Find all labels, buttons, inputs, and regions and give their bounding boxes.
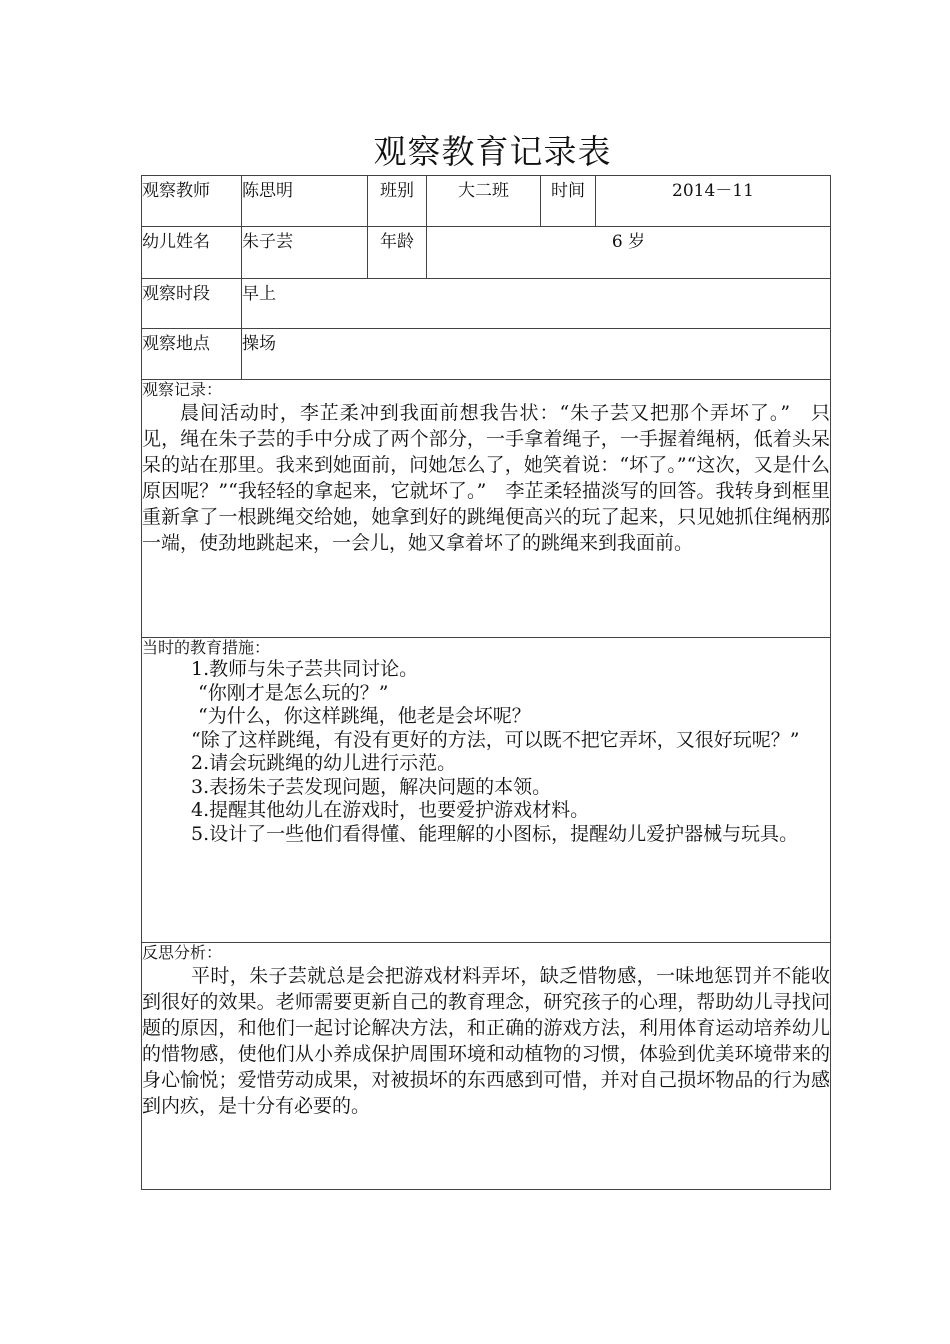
measure-question-2: “为什么，你这样跳绳，他老是会坏呢？: [198, 705, 531, 727]
record-text: 晨间活动时，李芷柔冲到我面前想我告状：“朱子芸又把那个弄坏了。” 只见，绳在朱子芸的手中分成了两个部分，一手拿着绳子，一手握着绳柄，低着头呆呆的站在那里。我来到她面前，问她怎么了，她笑着说：“坏了。”“这次，又是什么原因呢？”“我轻轻的拿起来，它就坏了。” 李芷柔轻描淡写的回答。我转身到框里重新拿了一根跳绳交给她，她拿到好的跳绳便高兴的玩了起来，只见她抓住绳柄那一端，使劲地跳起来，一会儿，她又拿着坏了的跳绳来到我面前。: [142, 402, 830, 554]
reflection-label: 反思分析：: [142, 943, 223, 962]
place-value: 操场: [242, 329, 831, 380]
place-label: 观察地点: [142, 329, 242, 380]
measure-item-5: 5.设计了一些他们看得懂、能理解的小图标，提醒幼儿爱护器械与玩具。: [191, 822, 799, 845]
period-label: 观察时段: [142, 279, 242, 329]
measures-section: [142, 638, 831, 943]
record-table: [141, 175, 831, 1190]
class-label: 班别: [368, 176, 427, 227]
measure-item-2: 2.请会玩跳绳的幼儿进行示范。: [191, 752, 457, 774]
record-label: 观察记录：: [142, 380, 223, 399]
record-section: [142, 380, 831, 638]
measure-item-1: 1.教师与朱子芸共同讨论。: [191, 658, 419, 680]
child-name-label: 幼儿姓名: [142, 227, 242, 279]
measures-label: 当时的教育措施：: [142, 638, 271, 657]
period-value: 早上: [242, 279, 831, 329]
measure-question-1: “你刚才是怎么玩的？”: [198, 681, 389, 704]
page-title: 观察教育记录表: [373, 132, 612, 171]
reflection-section: [142, 943, 831, 1190]
time-value: 2014－11: [596, 176, 831, 227]
teacher-value: 陈思明: [242, 176, 368, 227]
age-value: 6 岁: [427, 227, 831, 279]
reflection-text: 平时，朱子芸就总是会把游戏材料弄坏，缺乏惜物感，一味地惩罚并不能收到很好的效果。老师需要更新自己的教育理念，研究孩子的心理，帮助幼儿寻找问题的原因，和他们一起讨论解决方法，和正确的游戏方法，利用体育运动培养幼儿的惜物感，使他们从小养成保护周围环境和动植物的习惯，体验到优美环境带来的身心愉悦；爱惜劳动成果，对被损坏的东西感到可惜，并对自己损坏物品的行为感到内疚，是十分有必要的。: [142, 965, 830, 1117]
measure-question-3: “除了这样跳绳，有没有更好的方法，可以既不把它弄坏，又很好玩呢？”: [191, 728, 800, 751]
time-label: 时间: [541, 176, 596, 227]
class-value: 大二班: [427, 176, 541, 227]
measure-item-3: 3.表扬朱子芸发现问题，解决问题的本领。: [191, 775, 552, 798]
teacher-label: 观察教师: [142, 176, 242, 227]
age-label: 年龄: [368, 227, 427, 279]
measure-item-4: 4.提醒其他幼儿在游戏时，也要爱护游戏材料。: [191, 799, 590, 821]
child-name-value: 朱子芸: [242, 227, 368, 279]
